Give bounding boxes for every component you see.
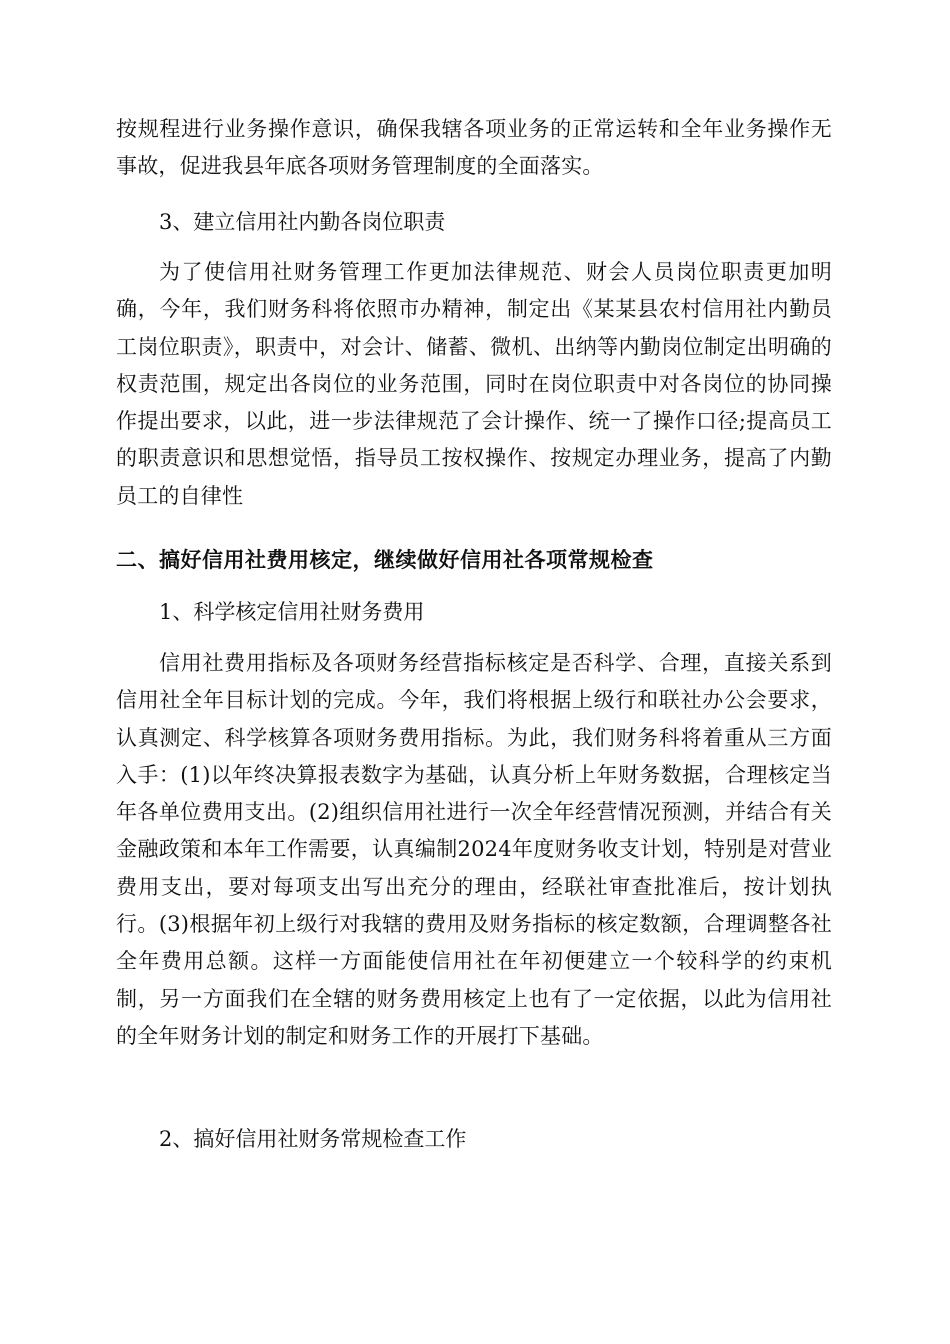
subsection-3-title: 3、建立信用社内勤各岗位职责	[159, 210, 446, 234]
subsection-2-title: 2、搞好信用社财务常规检查工作	[159, 1127, 467, 1151]
section-2-heading: 二、搞好信用社费用核定，继续做好信用社各项常规检查	[116, 548, 654, 572]
subsection-3-paragraph: 为了使信用社财务管理工作更加法律规范、财会人员岗位职责更加明确，今年，我们财务科将依照市办精神，制定出《某某县农村信用社内勤员工岗位职责》，职责中，对会计、储蓄、微机、出纳等内勤岗位制定出明确的权责范围，规定出各岗位的业务范围，同时在岗位职责中对各岗位的协同操作提出要求，以此，进一步法律规范了会计操作、统一了操作口径;提高员工的职责意识和思想觉悟，指导员工按权操作、按规定办理业务，提高了内勤员工的自律性	[116, 260, 832, 508]
subsection-1-title: 1、科学核定信用社财务费用	[159, 600, 425, 624]
continued-paragraph: 按规程进行业务操作意识，确保我辖各项业务的正常运转和全年业务操作无事故，促进我县年底各项财务管理制度的全面落实。	[116, 117, 832, 179]
subsection-1-paragraph: 信用社费用指标及各项财务经营指标核定是否科学、合理，直接关系到信用社全年目标计划的完成。今年，我们将根据上级行和联社办公会要求，认真测定、科学核算各项财务费用指标。为此，我们财务科将着重从三方面入手：(1)以年终决算报表数字为基础，认真分析上年财务数据，合理核定当年各单位费用支出。(2)组织信用社进行一次全年经营情况预测，并结合有关金融政策和本年工作需要，认真编制2024年度财务收支计划，特别是对营业费用支出，要对每项支出写出充分的理由，经联社审查批准后，按计划执行。(3)根据年初上级行对我辖的费用及财务指标的核定数额，合理调整各社全年费用总额。这样一方面能使信用社在年初便建立一个较科学的约束机制，另一方面我们在全辖的财务费用核定上也有了一定依据，以此为信用社的全年财务计划的制定和财务工作的开展打下基础。	[116, 651, 832, 1048]
